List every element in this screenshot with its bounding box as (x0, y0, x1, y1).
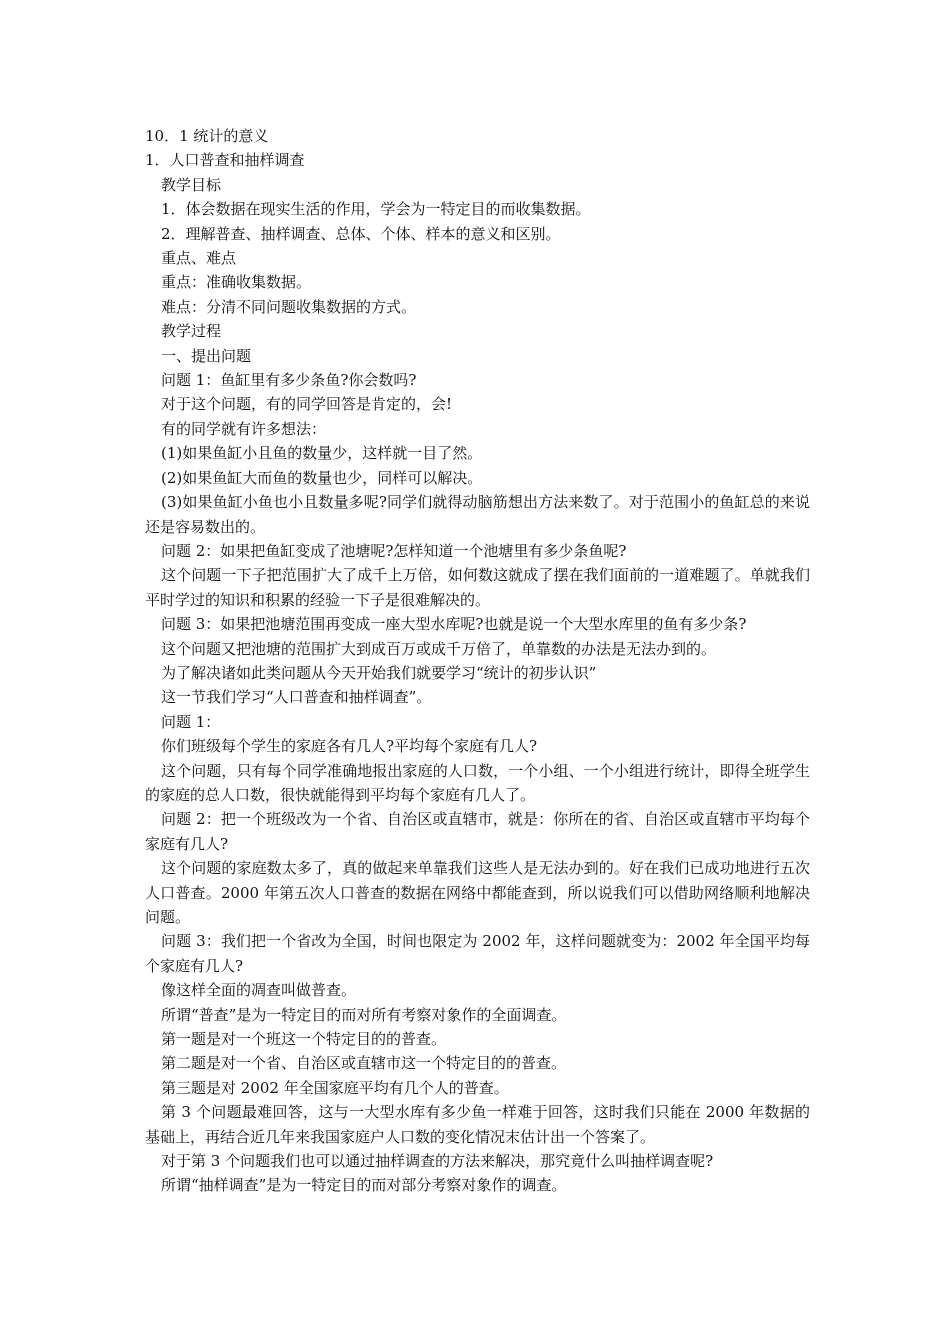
paragraph: 重点、难点 (161, 249, 237, 268)
paragraph: (3)如果鱼缸小鱼也小且数量多呢?同学们就得动脑筋想出方法来数了。对于范围小的鱼缸总的来说还是容易数出的。 (145, 493, 810, 536)
paragraph: 这个问题的家庭数太多了，真的做起来单靠我们这些人是无法办到的。好在我们已成功地进行五次人口普查。2000 年第五次人口普查的数据在网络中都能查到，所以说我们可以借助网络顺利地解决问题。 (145, 859, 810, 926)
document-title: 10．1 统计的意义 (145, 127, 269, 145)
paragraph: 一、提出问题 (161, 346, 252, 365)
paragraph: (2)如果鱼缸大而鱼的数量也少，同样可以解决。 (161, 468, 483, 487)
paragraph: 问题 3：我们把一个省改为全国，时间也限定为 2002 年，这样问题就变为：2002 年全国平均每个家庭有几人? (145, 932, 810, 975)
section-title: 1．人口普查和抽样调查 (145, 151, 305, 170)
paragraph: 这个问题又把池塘的范围扩大到成百万或成千万倍了，单靠数的办法是无法办到的。 (161, 639, 717, 658)
paragraph: 教学目标 (161, 175, 222, 194)
paragraph: 所谓“抽样调查”是为一特定目的而对部分考察对象作的调查。 (161, 1176, 567, 1195)
paragraph: (1)如果鱼缸小且鱼的数量少，这样就一目了然。 (161, 444, 483, 463)
paragraph: 问题 3：如果把池塘范围再变成一座大型水库呢?也就是说一个大型水库里的鱼有多少条? (161, 615, 747, 634)
document-body (145, 124, 810, 1198)
paragraph: 重点：准确收集数据。 (161, 273, 312, 292)
paragraph: 为了解决诸如此类问题从今天开始我们就要学习“统计的初步认识” (161, 663, 597, 682)
paragraph: 教学过程 (161, 322, 222, 341)
paragraph: 第一题是对一个班这一个特定目的的普查。 (161, 1030, 447, 1049)
paragraph: 2．理解普查、抽样调查、总体、个体、样本的意义和区别。 (161, 224, 561, 243)
paragraph: 1．体会数据在现实生活的作用，学会为一特定目的而收集数据。 (161, 200, 591, 219)
paragraph: 有的同学就有许多想法： (161, 419, 327, 438)
paragraph: 所谓“普查”是为一特定目的而对所有考察对象作的全面调查。 (161, 1005, 567, 1024)
paragraph: 这一节我们学习“人口普查和抽样调查”。 (161, 688, 432, 707)
paragraph: 问题 2：把一个班级改为一个省、自治区或直辖市，就是：你所在的省、自治区或直辖市平均每个家庭有几人? (145, 810, 810, 853)
paragraph: 问题 1：鱼缸里有多少条鱼?你会数吗? (161, 371, 417, 390)
paragraph: 像这样全面的凋查叫做普查。 (161, 981, 357, 1000)
paragraph: 第二题是对一个省、自治区或直辖市这一个特定目的的普查。 (161, 1054, 567, 1073)
paragraph: 对于这个问题，有的同学回答是肯定的，会! (161, 395, 453, 414)
paragraph: 第 3 个问题最难回答，这与一大型水库有多少鱼一样难于回答，这时我们只能在 2000 年数据的基础上，再结合近几年来我国家庭户人口数的变化情况末估计出一个答案了。 (145, 1103, 810, 1146)
paragraph: 难点：分清不同问题收集数据的方式。 (161, 297, 417, 316)
paragraph: 这个问题，只有每个同学准确地报出家庭的人口数，一个小组、一个小组进行统计，即得全班学生的家庭的总人口数，很快就能得到平均每个家庭有几人了。 (145, 761, 810, 804)
paragraph: 第三题是对 2002 年全国家庭平均有几个人的普查。 (161, 1078, 509, 1097)
paragraph: 这个问题一下子把范围扩大了成千上万倍，如何数这就成了摆在我们面前的一道难题了。单就我们平时学过的知识和积累的经验一下子是很难解决的。 (145, 566, 810, 609)
paragraph: 对于第 3 个问题我们也可以通过抽样调查的方法来解决，那究竟什么叫抽样调查呢? (161, 1152, 714, 1171)
paragraph: 你们班级每个学生的家庭各有几人?平均每个家庭有几人? (161, 737, 538, 756)
paragraph: 问题 1： (161, 712, 221, 731)
paragraph: 问题 2：如果把鱼缸变成了池塘呢?怎样知道一个池塘里有多少条鱼呢? (161, 541, 627, 560)
